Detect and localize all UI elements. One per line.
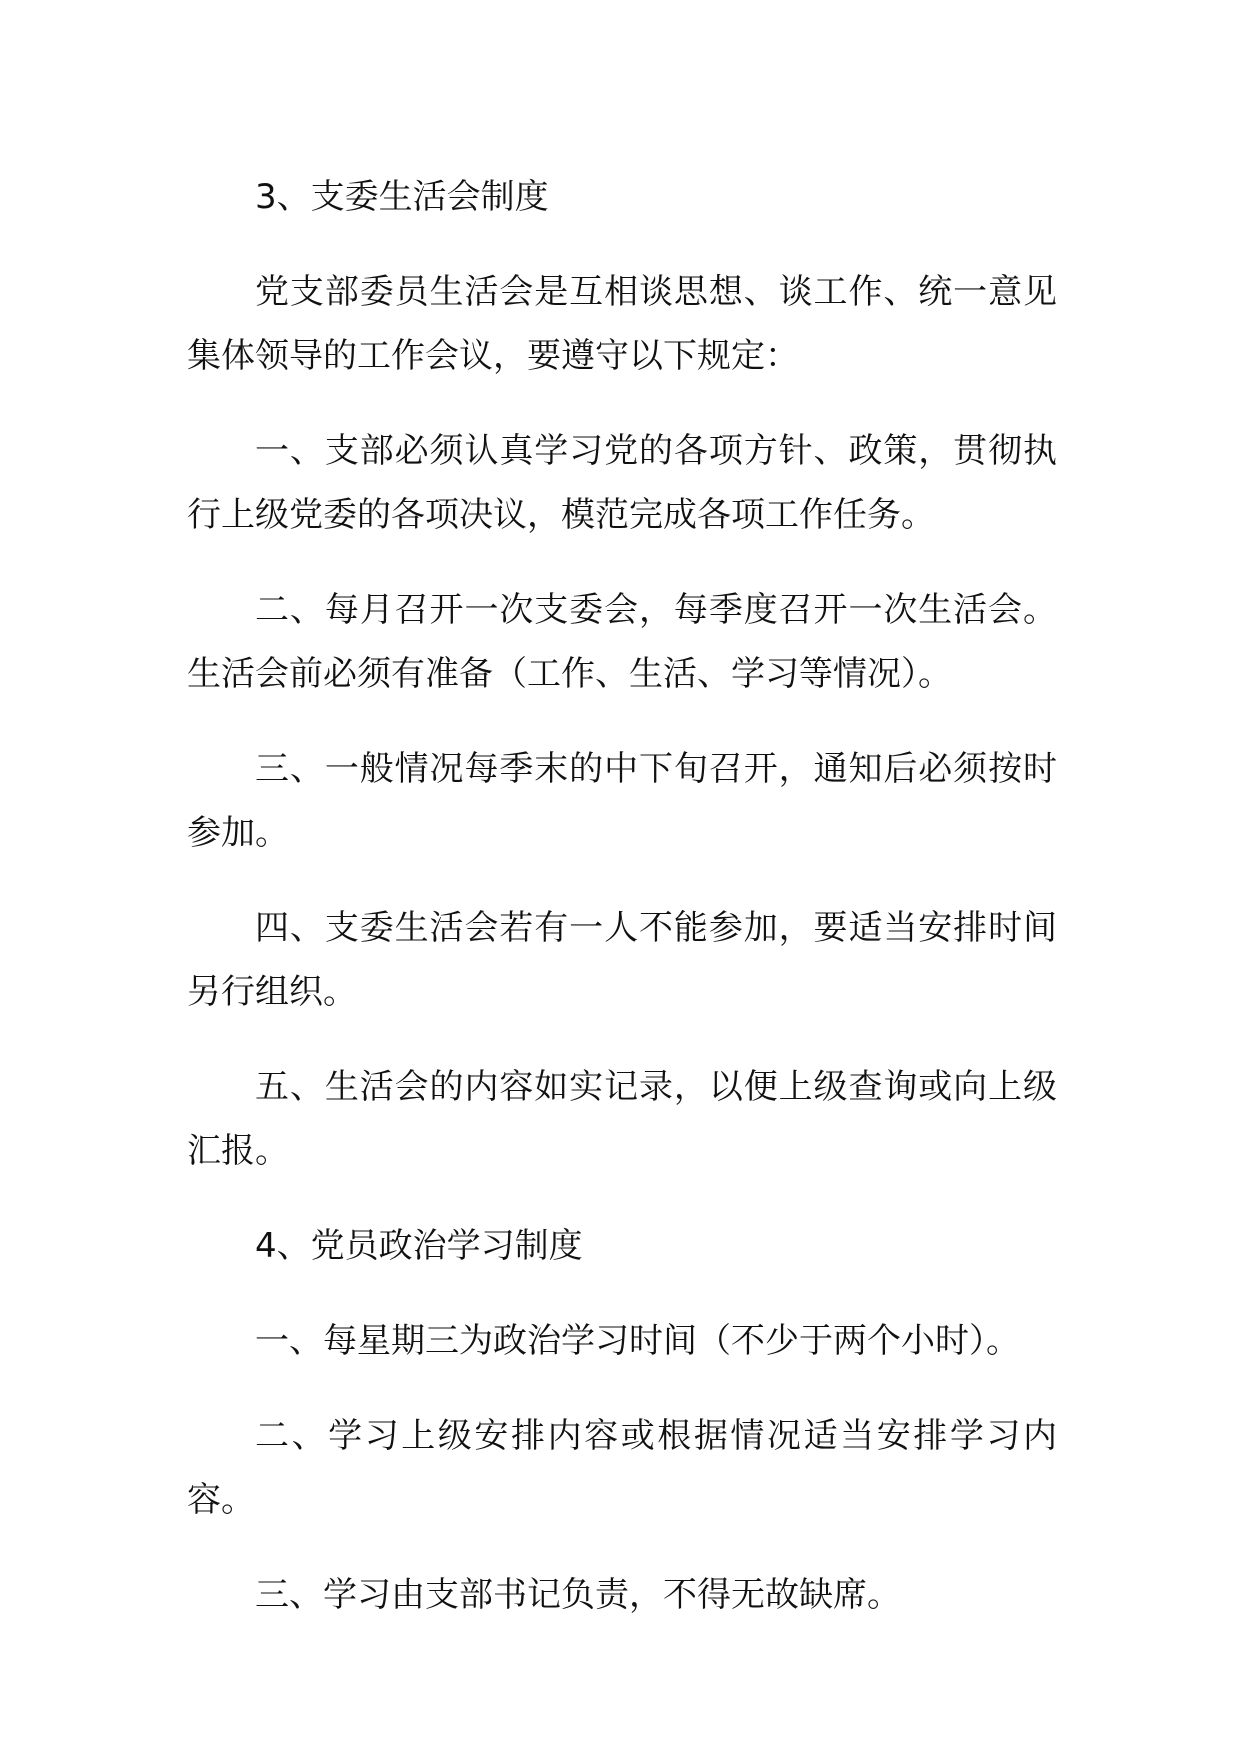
section-3-rule-2: 二、每月召开一次支委会，每季度召开一次生活会。生活会前必须有准备（工作、生活、学习等情况）。: [187, 590, 1057, 694]
document-body: [187, 165, 1057, 1658]
section-3-rule-5: 五、生活会的内容如实记录，以便上级查询或向上级汇报。: [187, 1067, 1057, 1171]
section-4-heading: 4、党员政治学习制度: [255, 1226, 583, 1266]
section-3-rule-3: 三、一般情况每季末的中下旬召开，通知后必须按时参加。: [187, 749, 1057, 853]
section-4-rule-2: 二、学习上级安排内容或根据情况适当安排学习内容。: [187, 1416, 1057, 1520]
section-3-intro: 党支部委员生活会是互相谈思想、谈工作、统一意见集体领导的工作会议，要遵守以下规定：: [187, 272, 1057, 376]
section-3-rule-1: 一、支部必须认真学习党的各项方针、政策，贯彻执行上级党委的各项决议，模范完成各项工作任务。: [187, 431, 1057, 535]
section-4-rule-3: 三、学习由支部书记负责，不得无故缺席。: [255, 1575, 901, 1615]
section-3-heading: 3、支委生活会制度: [255, 177, 549, 217]
section-4-rule-1: 一、每星期三为政治学习时间（不少于两个小时）。: [255, 1321, 1020, 1361]
section-3-rule-4: 四、支委生活会若有一人不能参加，要适当安排时间另行组织。: [187, 908, 1057, 1012]
